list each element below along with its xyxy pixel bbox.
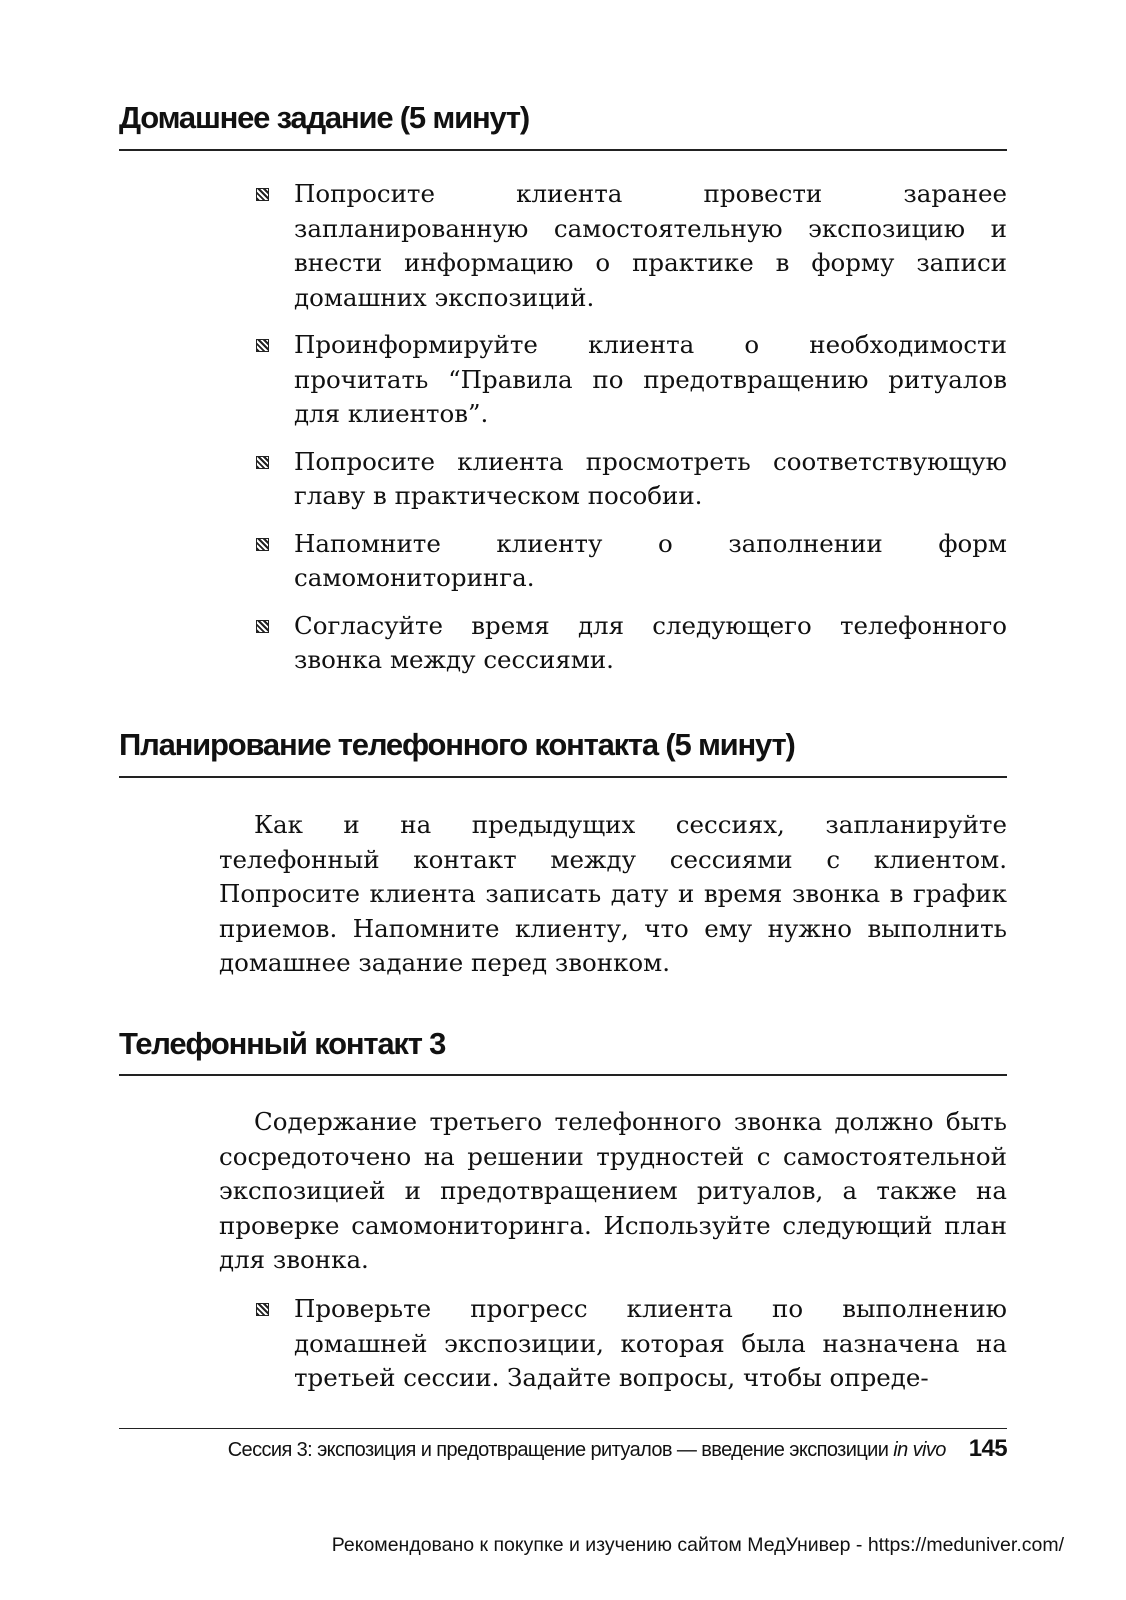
list-item-text: Попросите клиента просмотреть соответствующую главу в практическом пособии. — [294, 446, 1007, 510]
heading-rule — [119, 1074, 1007, 1076]
page-number: 145 — [968, 1435, 1007, 1462]
square-bullet-icon — [256, 188, 269, 201]
phone-contact-paragraph: Содержание третьего телефонного звонка должно быть сосредоточено на решении трудностей с самостоятельной экспозицией и предотвращением ритуалов, а также на проверке самомониторинга. Используйте следующий план для звонка. — [219, 1107, 1007, 1274]
watermark-text: Рекомендовано к покупке и изучению сайтом МедУнивер - https://meduniver.com/ — [331, 1534, 1064, 1556]
running-title-italic: in vivo — [893, 1439, 946, 1461]
list-item — [256, 445, 1007, 514]
square-bullet-icon — [256, 538, 269, 551]
square-bullet-icon — [256, 339, 269, 352]
running-footer — [119, 1433, 1007, 1466]
square-bullet-icon — [256, 620, 269, 633]
heading-rule — [119, 149, 1007, 151]
square-bullet-icon — [256, 456, 269, 469]
heading-homework: Домашнее задание (5 минут) — [119, 100, 530, 135]
list-item-text: Согласуйте время для следующего телефонного звонка между сессиями. — [294, 610, 1007, 674]
list-item-text: Проверьте прогресс клиента по выполнению домашней экспозиции, которая была назначена на третьей сессии. Задайте вопросы, чтобы опреде- — [294, 1294, 1007, 1392]
footer-rule — [119, 1428, 1007, 1429]
list-item — [256, 177, 1007, 315]
heading-rule — [119, 776, 1007, 778]
phone-contact-bullet-list — [256, 1292, 1007, 1409]
list-item — [256, 527, 1007, 596]
list-item-text: Проинформируйте клиента о необходимости прочитать “Правила по предотвращению ритуалов для клиентов”. — [294, 330, 1007, 428]
heading-phone-contact: Телефонный контакт 3 — [119, 1026, 446, 1061]
list-item — [256, 1292, 1007, 1396]
list-item — [256, 609, 1007, 678]
phone-planning-paragraph: Как и на предыдущих сессиях, запланируйте телефонный контакт между сессиями с клиентом. Попросите клиента записать дату и время звонка в график приемов. Напомните клиенту, что ему нужно выполнить домашнее задание перед звонком. — [219, 810, 1007, 977]
homework-bullet-list — [256, 177, 1007, 691]
heading-phone-planning: Планирование телефонного контакта (5 минут) — [119, 727, 795, 762]
list-item — [256, 328, 1007, 432]
list-item-text: Попросите клиента провести заранее запланированную самостоятельную экспозицию и внести информацию о практике в форму записи домашних экспозиций. — [294, 179, 1007, 312]
list-item-text: Напомните клиенту о заполнении форм самомониторинга. — [294, 528, 1007, 592]
running-title: Сессия 3: экспозиция и предотвращение ритуалов — введение экспозиции — [227, 1439, 889, 1461]
square-bullet-icon — [256, 1303, 269, 1316]
